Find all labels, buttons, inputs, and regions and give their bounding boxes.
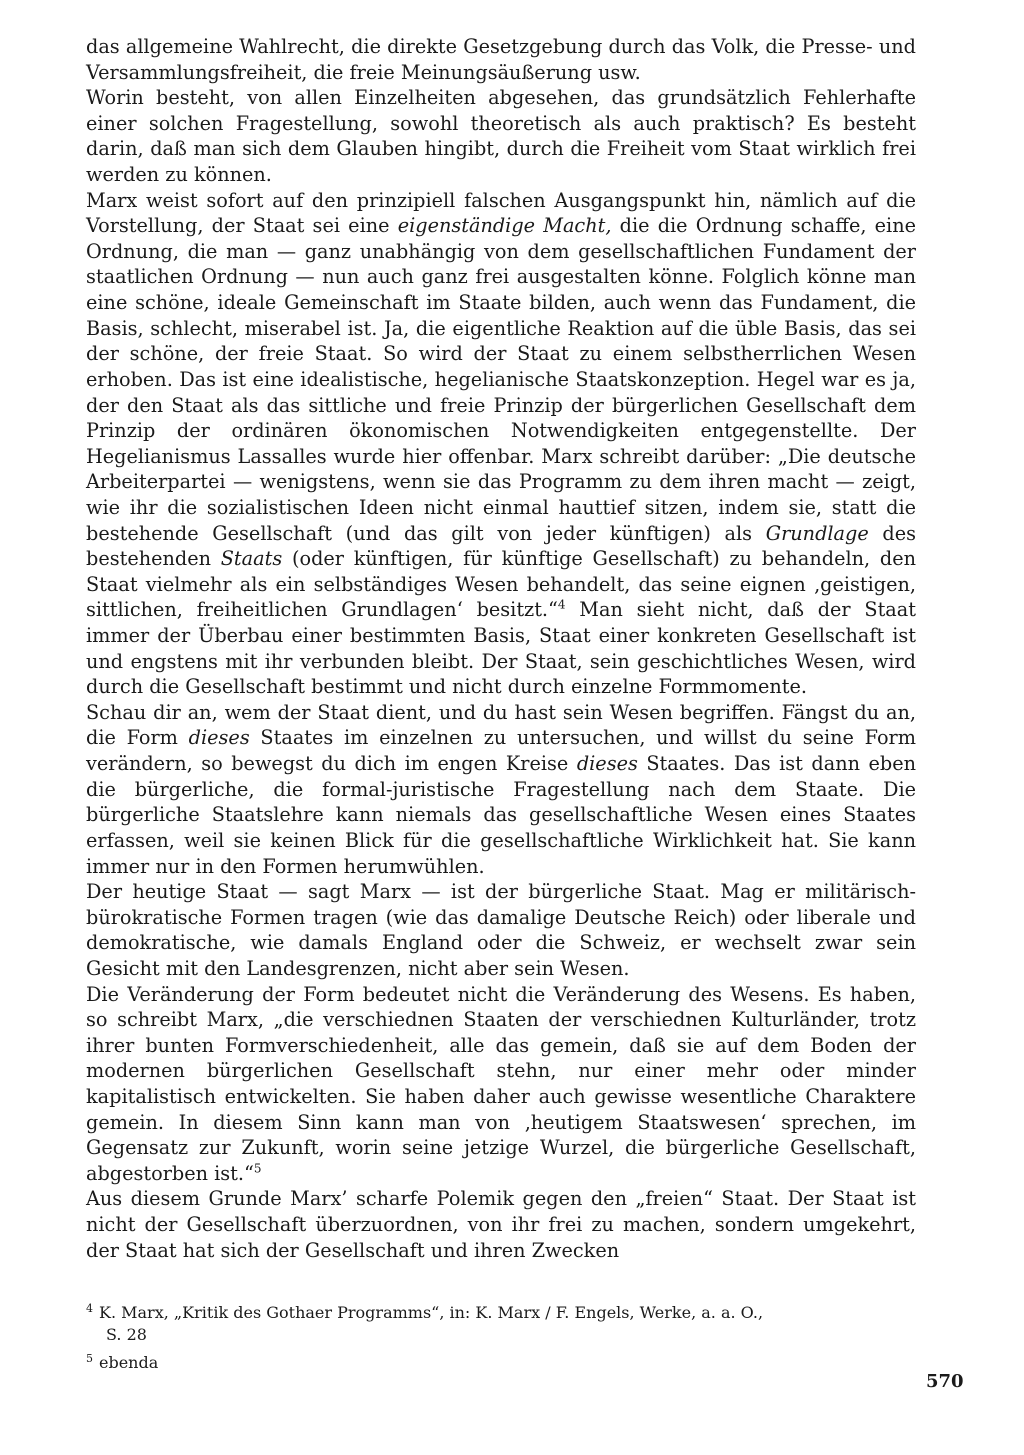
text-run: Die Veränderung der Form bedeutet nicht die Veränderung des Wesens. Es haben, so schreibt Marx, „die verschiednen Staaten der verschiednen Kulturländer, trotz ihrer bunten Formverschiedenheit, alle das gemein, daß sie auf dem Boden der modernen bürgerlichen Gesellschaft stehn, nur einer mehr oder minder kapitalistisch entwickelten. Sie haben daher auch gewisse wesentliche Charaktere gemein. In diesem Sinn kann man von ‚heutigem Staatswesen‘ sprechen, im Gegensatz zur Zukunft, worin seine jetzige Wurzel, die bürgerliche Gesellschaft, abgestorben ist.“ — [86, 982, 916, 1185]
footnote — [86, 1302, 916, 1346]
paragraph — [86, 34, 916, 85]
footnote-number: 4 — [86, 1301, 93, 1315]
emphasis-text: Grundlage — [765, 521, 869, 545]
paragraph — [86, 879, 916, 981]
footnotes — [86, 1302, 916, 1380]
text-run: Worin besteht, von allen Einzelheiten abgesehen, das grundsätzlich Fehlerhafte einer solchen Fragestellung, sowohl theoretisch als auch praktisch? Es besteht darin, daß man sich dem Glauben hingibt, durch die Freiheit vom Staat wirklich frei werden zu können. — [86, 86, 916, 187]
footnote-number: 5 — [86, 1351, 93, 1365]
emphasis-text: Staats — [220, 547, 283, 571]
paragraph — [86, 700, 916, 879]
body-text — [86, 34, 916, 1263]
footnote-ref: 4 — [557, 598, 566, 612]
text-run: Marx weist sofort auf den prinzipiell falschen Ausgangspunkt hin, nämlich auf die Vorstellung, der Staat sei eine — [86, 188, 916, 238]
emphasis-text: dieses — [576, 752, 638, 776]
page-number: 570 — [926, 1371, 964, 1392]
footnote-text: ebenda — [99, 1353, 159, 1372]
emphasis-text: eigenständige Macht, — [397, 214, 612, 238]
footnote-ref: 5 — [253, 1161, 262, 1176]
text-run: Staates im einzelnen zu untersuchen, und willst du seine Form verändern, so bewegst du dich im engen Kreise — [86, 726, 916, 776]
footnote-text: K. Marx, „Kritik des Gothaer Programms“, in: K. Marx / F. Engels, Werke, a. a. O., — [99, 1303, 764, 1322]
text-run: Man sieht nicht, daß der Staat immer der Überbau einer bestimmten Basis, Staat einer konkreten Gesellschaft ist und engstens mit ihr verbunden bleibt. Der Staat, sein geschichtliches Wesen, wird durch die Gesellschaft bestimmt und nicht durch einzelne Formmomente. — [86, 598, 916, 699]
paragraph — [86, 982, 916, 1187]
text-run: Staates. Das ist dann eben die bürgerliche, die formal-juristische Fragestellung nach dem Staate. Die bürgerliche Staatslehre kann niemals das gesellschaftliche Wesen eines Staates erfassen, weil sie keinen Blick für die gesellschaftliche Wirklichkeit hat. Sie kann immer nur in den Formen herumwühlen. — [86, 752, 916, 878]
footnote — [86, 1352, 916, 1374]
paragraph — [86, 1186, 916, 1263]
emphasis-text: dieses — [188, 726, 250, 750]
text-run: das allgemeine Wahlrecht, die direkte Gesetzgebung durch das Volk, die Presse- und Versammlungsfreiheit, die freie Meinungsäußerung usw. — [86, 35, 916, 84]
paragraph — [86, 188, 916, 700]
text-run: Schau dir an, wem der Staat dient, und du hast sein Wesen begriffen. Fängst du an, die Form — [86, 700, 916, 750]
text-run: des bestehenden — [86, 521, 916, 571]
page-body — [86, 34, 916, 1263]
text-run: Aus diesem Grunde Marx’ scharfe Polemik gegen den „freien“ Staat. Der Staat ist nicht der Gesellschaft überzuordnen, von ihr frei zu machen, sondern umgekehrt, der Staat hat sich der Gesellschaft und ihren Zwecken — [86, 1187, 916, 1262]
text-run: Der heutige Staat — sagt Marx — ist der bürgerliche Staat. Mag er militärisch-bürokratische Formen tragen (wie das damalige Deutsche Reich) oder liberale und demokratische, wie damals England oder die Schweiz, er wechselt zwar sein Gesicht mit den Landesgrenzen, nicht aber sein Wesen. — [86, 880, 916, 980]
text-run: (oder künftigen, für künftige Gesellschaft) zu behandeln, den Staat vielmehr als ein selbständiges Wesen behandelt, das seine eignen ‚geistigen, sittlichen, freiheitlichen Grundlagen‘ besitzt.“ — [86, 547, 916, 622]
paragraph — [86, 85, 916, 187]
footnote-continuation: S. 28 — [106, 1325, 147, 1344]
text-run: die die Ordnung schaffe, eine Ordnung, die man — ganz unabhängig von dem gesellschaftlichen Fundament der staatlichen Ordnung — nun auch ganz frei ausgestalten könne. Folglich könne man eine schöne, ideale Gemeinschaft im Staate bilden, auch wenn das Fundament, die Basis, schlecht, miserabel ist. Ja, die eigentliche Reaktion auf die üble Basis, das sei der schöne, der freie Staat. So wird der Staat zu einem selbstherrlichen Wesen erhoben. Das ist eine idealistische, hegelianische Staatskonzeption. Hegel war es ja, der den Staat als das sittliche und freie Prinzip der bürgerlichen Gesellschaft dem Prinzip der ordinären ökonomischen Notwendigkeiten entgegenstellte. Der Hegelianismus Lassalles wurde hier offenbar. Marx schreibt darüber: „Die deutsche Arbeiterpartei — wenigstens, wenn sie das Programm zu dem ihren macht — zeigt, wie ihr die sozialistischen Ideen nicht einmal hauttief sitzen, indem sie, statt die bestehende Gesellschaft (und das gilt von jeder künftigen) als — [86, 214, 916, 545]
